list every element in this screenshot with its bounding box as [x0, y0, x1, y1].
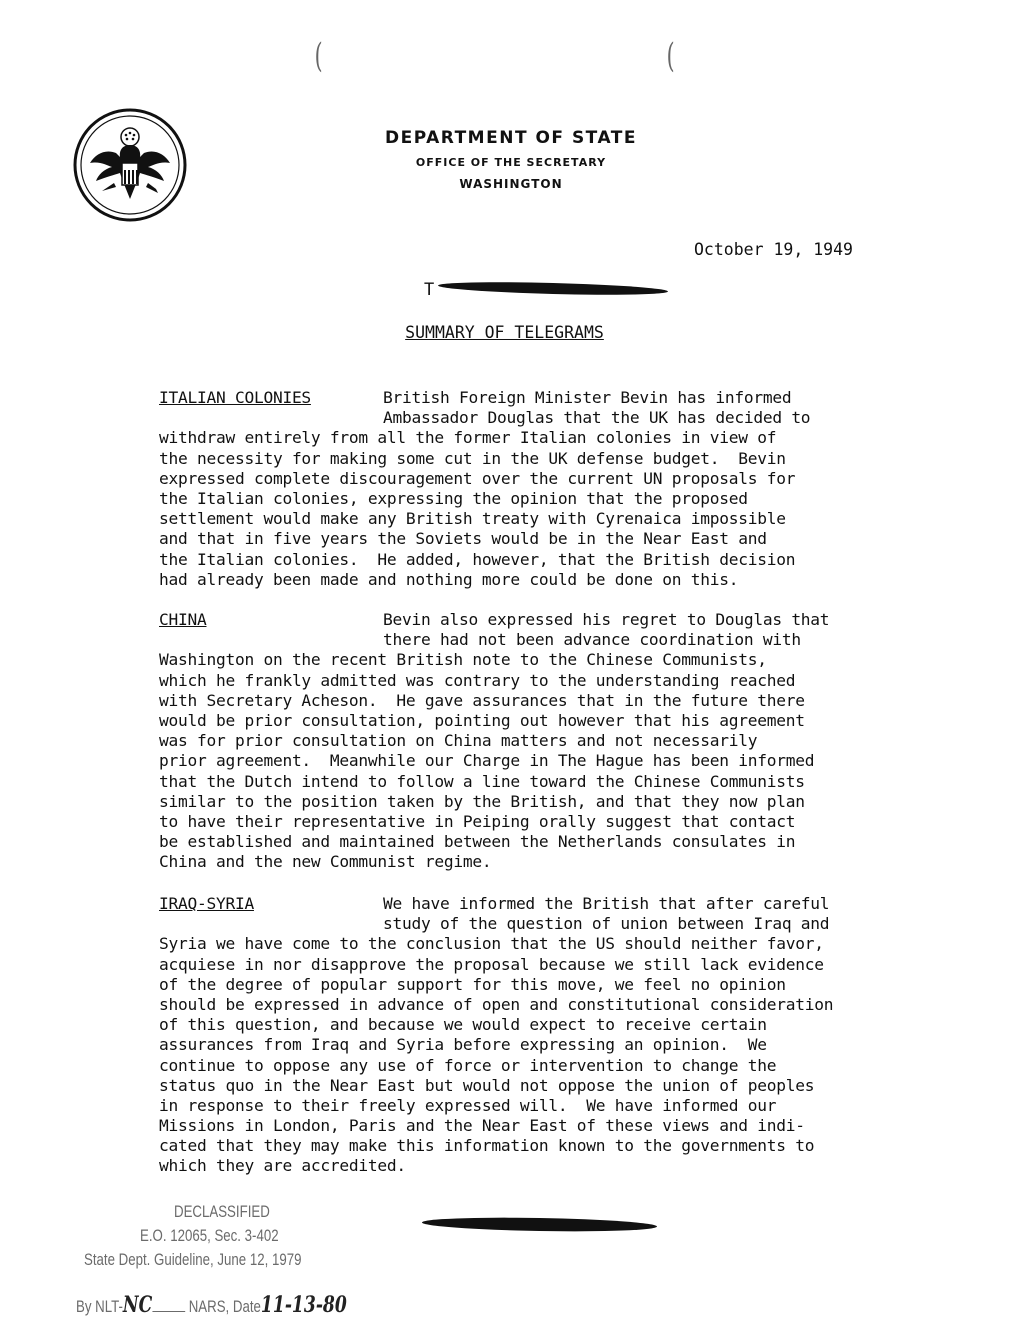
- declassified-stamp-line2: E.O. 12065, Sec. 3-402: [140, 1226, 279, 1245]
- stamp-handwritten-date: 11-13-80: [260, 1292, 347, 1318]
- office-name: OFFICE OF THE SECRETARY: [415, 156, 607, 169]
- margin-mark-left: (: [314, 36, 323, 76]
- section-line: withdraw entirely from all the former Italian colonies in view of: [159, 428, 777, 448]
- redaction-strike-top: [438, 280, 668, 297]
- margin-mark-right: (: [666, 36, 675, 76]
- section-line: Missions in London, Paris and the Near East of these views and indi-: [159, 1116, 805, 1136]
- section-line: which they are accredited.: [159, 1156, 406, 1176]
- section-italian-colonies: [159, 388, 919, 590]
- classification-letter: T: [424, 280, 435, 300]
- section-line: Syria we have come to the conclusion that the US should neither favor,: [159, 934, 824, 954]
- section-line: the necessity for making some cut in the UK defense budget. Bevin: [159, 448, 786, 468]
- section-line: cated that they may make this information known to the governments to: [159, 1136, 815, 1156]
- section-heading: CHINA: [159, 610, 207, 629]
- section-iraq-syria: [159, 894, 919, 1177]
- section-heading: IRAQ-SYRIA: [159, 894, 254, 913]
- section-line: Ambassador Douglas that the UK has decided to: [383, 408, 811, 428]
- declassified-stamp-line3: State Dept. Guideline, June 12, 1979: [84, 1250, 302, 1269]
- stamp-underline: [152, 1311, 185, 1312]
- section-line: similar to the position taken by the British, and that they now plan: [159, 791, 805, 811]
- section-line: with Secretary Acheson. He gave assurances that in the future there: [159, 690, 805, 710]
- section-line: continue to oppose any use of force or intervention to change the: [159, 1055, 777, 1075]
- section-line: assurances from Iraq and Syria before expressing an opinion. We: [159, 1035, 767, 1055]
- section-line: there had not been advance coordination with: [383, 630, 801, 650]
- section-line: that the Dutch intend to follow a line toward the Chinese Communists: [159, 771, 805, 791]
- section-line: the Italian colonies, expressing the opinion that the proposed: [159, 488, 748, 508]
- section-line: to have their representative in Peiping orally suggest that contact: [159, 811, 796, 831]
- stamp-nars-date: NARS, Date: [188, 1297, 261, 1316]
- department-seal-icon: [72, 107, 188, 223]
- section-line: China and the new Communist regime.: [159, 852, 492, 872]
- section-line: should be expressed in advance of open and constitutional consideration: [159, 994, 834, 1014]
- section-line: had already been made and nothing more could be done on this.: [159, 569, 739, 589]
- stamp-by-prefix: By NLT-: [76, 1297, 123, 1316]
- department-name: DEPARTMENT OF STATE: [384, 128, 638, 148]
- section-line: Bevin also expressed his regret to Douglas that: [383, 610, 830, 629]
- section-line: acquiese in nor disapprove the proposal because we still lack evidence: [159, 954, 824, 974]
- section-line: study of the question of union between Iraq and: [383, 914, 830, 934]
- section-line: expressed complete discouragement over the current UN proposals for: [159, 468, 796, 488]
- stamp-initials: NC: [122, 1292, 153, 1318]
- section-line: British Foreign Minister Bevin has informed: [383, 388, 792, 407]
- declassified-stamp-line1: DECLASSIFIED: [174, 1202, 270, 1221]
- section-line: prior agreement. Meanwhile our Charge in The Hague has been informed: [159, 751, 815, 771]
- declassified-stamp-line4: [76, 1292, 347, 1318]
- section-line: We have informed the British that after careful: [383, 894, 830, 913]
- redaction-strike-bottom: [422, 1216, 657, 1233]
- letterhead: [380, 128, 642, 191]
- section-line: be established and maintained between the Netherlands consulates in: [159, 832, 796, 852]
- section-line: would be prior consultation, pointing out however that his agreement: [159, 710, 805, 730]
- section-china: [159, 610, 919, 872]
- section-line: of the degree of popular support for this move, we feel no opinion: [159, 974, 786, 994]
- section-line: status quo in the Near East but would not oppose the union of peoples: [159, 1075, 815, 1095]
- document-title-text: SUMMARY OF TELEGRAMS: [405, 323, 604, 342]
- document-date: October 19, 1949: [694, 240, 853, 259]
- section-line: the Italian colonies. He added, however, that the British decision: [159, 549, 796, 569]
- city-name: WASHINGTON: [459, 177, 563, 191]
- section-line: settlement would make any British treaty with Cyrenaica impossible: [159, 509, 786, 529]
- section-line: of this question, and because we would expect to receive certain: [159, 1015, 767, 1035]
- section-line: and that in five years the Soviets would be in the Near East and: [159, 529, 767, 549]
- section-line: Washington on the recent British note to the Chinese Communists,: [159, 650, 767, 670]
- section-line: in response to their freely expressed will. We have informed our: [159, 1095, 777, 1115]
- section-line: which he frankly admitted was contrary to the understanding reached: [159, 670, 796, 690]
- section-line: was for prior consultation on China matters and not necessarily: [159, 731, 758, 751]
- classification-mark-top: [424, 280, 434, 300]
- document-title: [0, 323, 1009, 342]
- section-heading: ITALIAN COLONIES: [159, 388, 311, 407]
